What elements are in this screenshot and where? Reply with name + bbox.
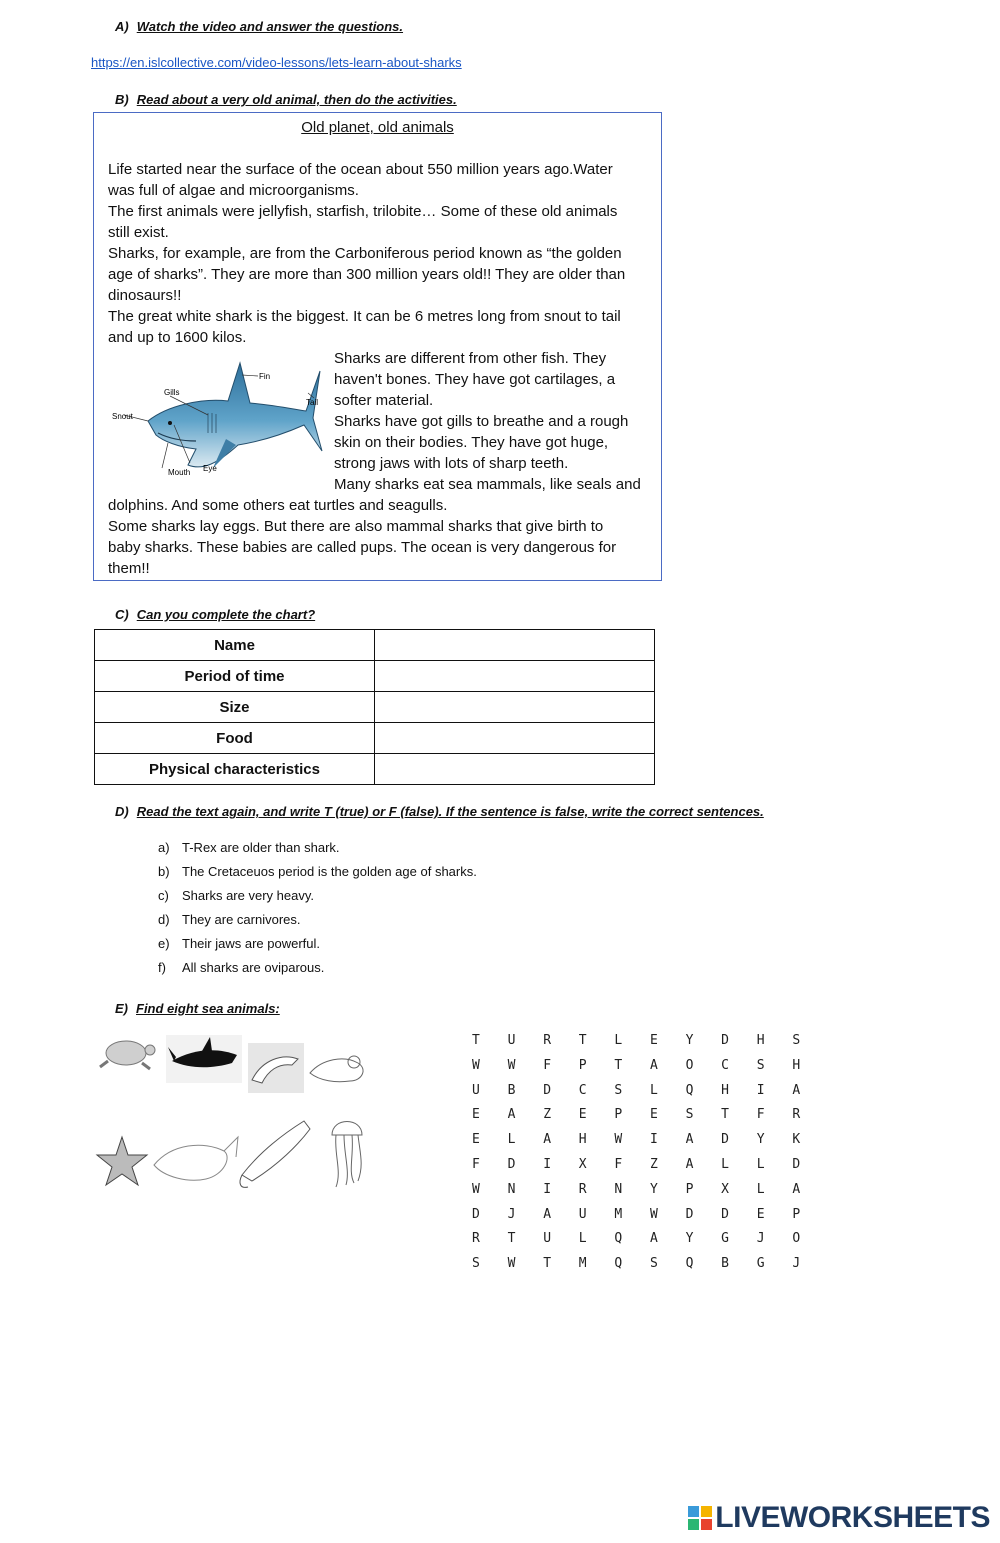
- grid-letter[interactable]: F: [543, 1057, 552, 1073]
- grid-letter[interactable]: E: [756, 1206, 765, 1222]
- reading-line: Many sharks eat sea mammals, like seals and: [334, 476, 641, 493]
- chart-answer-period[interactable]: [375, 661, 655, 692]
- section-c-heading: [115, 607, 315, 622]
- grid-letter[interactable]: L: [649, 1082, 658, 1098]
- word-search-grid: [472, 1033, 828, 1281]
- reading-line: The first animals were jellyfish, starfish, trilobite… Some of these old animals: [108, 203, 618, 220]
- grid-letter[interactable]: Z: [543, 1107, 552, 1123]
- grid-letter[interactable]: A: [507, 1107, 516, 1123]
- chart-key: Size: [95, 692, 375, 723]
- item-marker: f): [158, 960, 166, 975]
- grid-letter[interactable]: B: [507, 1082, 516, 1098]
- chart-key: Physical characteristics: [95, 754, 375, 785]
- chart-key: Food: [95, 723, 375, 754]
- seal-picture: [310, 1056, 363, 1082]
- chart-key: Period of time: [95, 661, 375, 692]
- label-mouth: Mouth: [168, 468, 191, 477]
- section-e-label: E): [115, 1001, 128, 1016]
- grid-letter[interactable]: W: [507, 1256, 516, 1272]
- grid-row: [472, 1107, 828, 1132]
- grid-letter[interactable]: P: [578, 1057, 587, 1073]
- reading-line: Some sharks lay eggs. But there are also mammal sharks that give birth to: [108, 518, 604, 535]
- list-item[interactable]: [158, 864, 477, 888]
- grid-letter[interactable]: H: [721, 1082, 729, 1098]
- grid-letter[interactable]: L: [578, 1231, 587, 1247]
- item-marker: d): [158, 912, 170, 927]
- section-e-title: Find eight sea animals:: [136, 1001, 280, 1016]
- reading-para-1: [108, 159, 625, 348]
- grid-row: [472, 1157, 828, 1182]
- list-item[interactable]: [158, 912, 477, 936]
- chart-row: [95, 630, 655, 661]
- grid-letter[interactable]: U: [507, 1033, 516, 1048]
- video-link[interactable]: https://en.islcollective.com/video-lessons/lets-learn-about-sharks: [91, 55, 462, 70]
- grid-letter[interactable]: J: [756, 1231, 765, 1247]
- reading-box: [93, 112, 662, 581]
- grid-letter[interactable]: L: [614, 1033, 623, 1048]
- grid-letter[interactable]: S: [756, 1057, 765, 1073]
- chart-row: [95, 754, 655, 785]
- grid-letter[interactable]: Y: [756, 1132, 765, 1148]
- grid-letter[interactable]: A: [543, 1206, 552, 1222]
- item-marker: b): [158, 864, 170, 879]
- chart-row: [95, 723, 655, 754]
- grid-letter[interactable]: A: [792, 1082, 801, 1098]
- chart-row: [95, 661, 655, 692]
- grid-letter[interactable]: O: [792, 1231, 801, 1247]
- starfish-picture: [97, 1137, 147, 1185]
- liveworksheets-logo: [687, 1501, 990, 1535]
- grid-letter[interactable]: S: [472, 1256, 480, 1272]
- grid-letter[interactable]: W: [649, 1206, 658, 1222]
- chart-answer-size[interactable]: [375, 692, 655, 723]
- reading-line: Sharks are different from other fish. They: [334, 350, 607, 367]
- grid-letter[interactable]: Q: [685, 1082, 694, 1098]
- grid-letter[interactable]: Q: [614, 1231, 623, 1247]
- grid-letter[interactable]: Q: [614, 1256, 623, 1272]
- grid-letter[interactable]: G: [756, 1256, 765, 1272]
- reading-line: softer material.: [334, 392, 434, 409]
- section-a-heading: [115, 19, 403, 34]
- grid-letter[interactable]: Q: [685, 1256, 694, 1272]
- grid-letter[interactable]: E: [578, 1107, 587, 1123]
- grid-letter[interactable]: S: [792, 1033, 801, 1048]
- grid-letter[interactable]: T: [721, 1107, 729, 1123]
- grid-letter[interactable]: D: [685, 1206, 694, 1222]
- grid-letter[interactable]: D: [472, 1206, 480, 1222]
- section-a-label: A): [115, 19, 129, 34]
- item-text: Their jaws are powerful.: [182, 936, 320, 951]
- grid-letter[interactable]: F: [472, 1156, 480, 1172]
- reading-line: and up to 1600 kilos.: [108, 329, 247, 346]
- list-item[interactable]: [158, 936, 477, 960]
- grid-row: [472, 1033, 828, 1058]
- reading-line: baby sharks. These babies are called pups. The ocean is very dangerous for: [108, 539, 617, 556]
- grid-letter[interactable]: J: [792, 1256, 801, 1272]
- dolphin-picture: [248, 1043, 304, 1093]
- section-d-title: Read the text again, and write T (true) or F (false). If the sentence is false, write the correct sentences.: [136, 804, 764, 819]
- reading-line: The great white shark is the biggest. It can be 6 metres long from snout to tail: [108, 308, 621, 325]
- grid-letter[interactable]: A: [649, 1057, 658, 1073]
- grid-letter[interactable]: R: [472, 1231, 480, 1247]
- grid-letter[interactable]: F: [614, 1156, 623, 1172]
- grid-letter[interactable]: F: [756, 1107, 765, 1123]
- grid-letter[interactable]: D: [721, 1132, 729, 1148]
- grid-letter[interactable]: I: [543, 1181, 552, 1197]
- section-d-label: D): [115, 804, 129, 819]
- grid-letter[interactable]: M: [578, 1256, 587, 1272]
- grid-letter[interactable]: S: [649, 1256, 658, 1272]
- grid-letter[interactable]: I: [649, 1132, 658, 1148]
- grid-letter[interactable]: T: [543, 1256, 552, 1272]
- grid-letter[interactable]: D: [543, 1082, 552, 1098]
- item-marker: a): [158, 840, 170, 855]
- grid-letter[interactable]: U: [543, 1231, 552, 1247]
- reading-para-2: [334, 348, 641, 495]
- grid-letter[interactable]: P: [685, 1181, 694, 1197]
- grid-letter[interactable]: J: [507, 1206, 516, 1222]
- grid-letter[interactable]: S: [614, 1082, 623, 1098]
- whale-picture: [154, 1137, 238, 1180]
- grid-letter[interactable]: D: [507, 1156, 516, 1172]
- section-c-label: C): [115, 607, 129, 622]
- grid-letter[interactable]: W: [507, 1057, 516, 1073]
- grid-letter[interactable]: A: [792, 1181, 801, 1197]
- chart-key: Name: [95, 630, 375, 661]
- reading-line: them!!: [108, 560, 150, 577]
- grid-letter[interactable]: B: [721, 1256, 729, 1272]
- grid-letter[interactable]: E: [649, 1107, 658, 1123]
- grid-letter[interactable]: N: [614, 1181, 623, 1197]
- label-snout: Snout: [112, 412, 133, 421]
- reading-line: strong jaws with lots of sharp teeth.: [334, 455, 569, 472]
- chart-answer-name[interactable]: [375, 630, 655, 661]
- grid-letter[interactable]: A: [543, 1132, 552, 1148]
- item-text: They are carnivores.: [182, 912, 301, 927]
- list-item[interactable]: [158, 888, 477, 912]
- animal-pictures: [92, 1025, 382, 1200]
- item-text: All sharks are oviparous.: [182, 960, 325, 975]
- section-c-title: Can you complete the chart?: [136, 607, 316, 622]
- turtle-picture: [100, 1041, 155, 1069]
- grid-letter[interactable]: L: [507, 1132, 516, 1148]
- grid-row: [472, 1207, 828, 1232]
- grid-letter[interactable]: I: [543, 1156, 552, 1172]
- section-b-label: B): [115, 92, 129, 107]
- section-b-heading: [115, 92, 457, 107]
- grid-letter[interactable]: X: [721, 1181, 729, 1197]
- section-d-heading: [115, 804, 764, 819]
- grid-letter[interactable]: Y: [649, 1181, 658, 1197]
- chart-row: [95, 692, 655, 723]
- logo-text: LIVEWORKSHEETS: [715, 1501, 990, 1534]
- item-text: The Cretaceuos period is the golden age of sharks.: [182, 864, 477, 879]
- grid-letter[interactable]: H: [756, 1033, 765, 1048]
- reading-line: skin on their bodies. They have got huge,: [334, 434, 609, 451]
- grid-letter[interactable]: T: [507, 1231, 516, 1247]
- grid-row: [472, 1182, 828, 1207]
- shark-diagram: [108, 353, 323, 483]
- grid-letter[interactable]: E: [472, 1132, 480, 1148]
- grid-letter[interactable]: N: [507, 1181, 516, 1197]
- chart-answer-physical[interactable]: [375, 754, 655, 785]
- grid-letter[interactable]: W: [472, 1057, 480, 1073]
- chart-answer-food[interactable]: [375, 723, 655, 754]
- section-a-title: Watch the video and answer the questions.: [136, 19, 404, 34]
- grid-row: [472, 1231, 828, 1256]
- reading-line: Life started near the surface of the ocean about 550 million years ago.Water: [108, 161, 613, 178]
- label-eye: Eye: [203, 464, 217, 473]
- grid-letter[interactable]: D: [792, 1156, 801, 1172]
- grid-letter[interactable]: S: [685, 1107, 694, 1123]
- grid-letter[interactable]: U: [578, 1206, 587, 1222]
- label-gills: Gills: [164, 388, 180, 397]
- grid-letter[interactable]: A: [685, 1132, 694, 1148]
- reading-line: dinosaurs!!: [108, 287, 182, 304]
- grid-letter[interactable]: G: [721, 1231, 729, 1247]
- grid-letter[interactable]: D: [721, 1206, 729, 1222]
- grid-row: [472, 1256, 828, 1281]
- grid-row: [472, 1083, 828, 1108]
- grid-letter[interactable]: O: [685, 1057, 694, 1073]
- section-b-title: Read about a very old animal, then do the activities.: [136, 92, 457, 107]
- squid-picture: [240, 1121, 310, 1187]
- grid-letter[interactable]: T: [578, 1033, 587, 1048]
- grid-letter[interactable]: A: [685, 1156, 694, 1172]
- item-marker: e): [158, 936, 170, 951]
- grid-letter[interactable]: A: [649, 1231, 658, 1247]
- reading-para-3: [108, 495, 616, 579]
- grid-letter[interactable]: Y: [685, 1033, 694, 1048]
- grid-letter[interactable]: D: [721, 1033, 729, 1048]
- grid-letter[interactable]: U: [472, 1082, 480, 1098]
- item-text: Sharks are very heavy.: [182, 888, 314, 903]
- grid-letter[interactable]: Y: [685, 1231, 694, 1247]
- grid-letter[interactable]: P: [792, 1206, 801, 1222]
- grid-letter[interactable]: L: [756, 1181, 765, 1197]
- grid-letter[interactable]: C: [721, 1057, 729, 1073]
- grid-letter[interactable]: C: [578, 1082, 587, 1098]
- grid-letter[interactable]: M: [614, 1206, 623, 1222]
- reading-line: still exist.: [108, 224, 169, 241]
- tf-list: [158, 840, 477, 984]
- list-item[interactable]: [158, 960, 477, 984]
- grid-letter[interactable]: Z: [649, 1156, 658, 1172]
- grid-letter[interactable]: R: [578, 1181, 587, 1197]
- section-e-heading: [115, 1001, 280, 1016]
- grid-letter[interactable]: L: [721, 1156, 729, 1172]
- label-tail: Tail: [306, 398, 319, 407]
- grid-letter[interactable]: K: [792, 1132, 801, 1148]
- grid-letter[interactable]: W: [472, 1181, 480, 1197]
- jellyfish-picture: [332, 1122, 362, 1188]
- grid-letter[interactable]: E: [649, 1033, 658, 1048]
- reading-line: Sharks, for example, are from the Carboniferous period known as “the golden: [108, 245, 622, 262]
- item-marker: c): [158, 888, 169, 903]
- grid-letter[interactable]: W: [614, 1132, 623, 1148]
- reading-title: Old planet, old animals: [301, 119, 454, 136]
- shark-picture: [166, 1035, 242, 1083]
- grid-letter[interactable]: X: [578, 1156, 587, 1172]
- logo-icon: [687, 1505, 713, 1531]
- grid-row: [472, 1058, 828, 1083]
- grid-letter[interactable]: E: [472, 1107, 480, 1123]
- grid-letter[interactable]: R: [792, 1107, 801, 1123]
- list-item[interactable]: [158, 840, 477, 864]
- grid-letter[interactable]: T: [614, 1057, 623, 1073]
- grid-letter[interactable]: R: [543, 1033, 552, 1048]
- info-chart: [94, 629, 655, 785]
- reading-line: age of sharks”. They are more than 300 million years old!! They are older than: [108, 266, 626, 283]
- grid-letter[interactable]: P: [614, 1107, 623, 1123]
- reading-line: was full of algae and microorganisms.: [108, 182, 359, 199]
- reading-line: dolphins. And some others eat turtles and seagulls.: [108, 497, 448, 514]
- grid-letter[interactable]: I: [756, 1082, 765, 1098]
- grid-row: [472, 1132, 828, 1157]
- grid-letter[interactable]: H: [792, 1057, 801, 1073]
- reading-line: haven't bones. They have got cartilages, a: [334, 371, 616, 388]
- grid-letter[interactable]: T: [472, 1033, 480, 1048]
- reading-line: Sharks have got gills to breathe and a rough: [334, 413, 629, 430]
- item-text: T-Rex are older than shark.: [182, 840, 340, 855]
- grid-letter[interactable]: H: [578, 1132, 587, 1148]
- label-fin: Fin: [259, 372, 271, 381]
- grid-letter[interactable]: L: [756, 1156, 765, 1172]
